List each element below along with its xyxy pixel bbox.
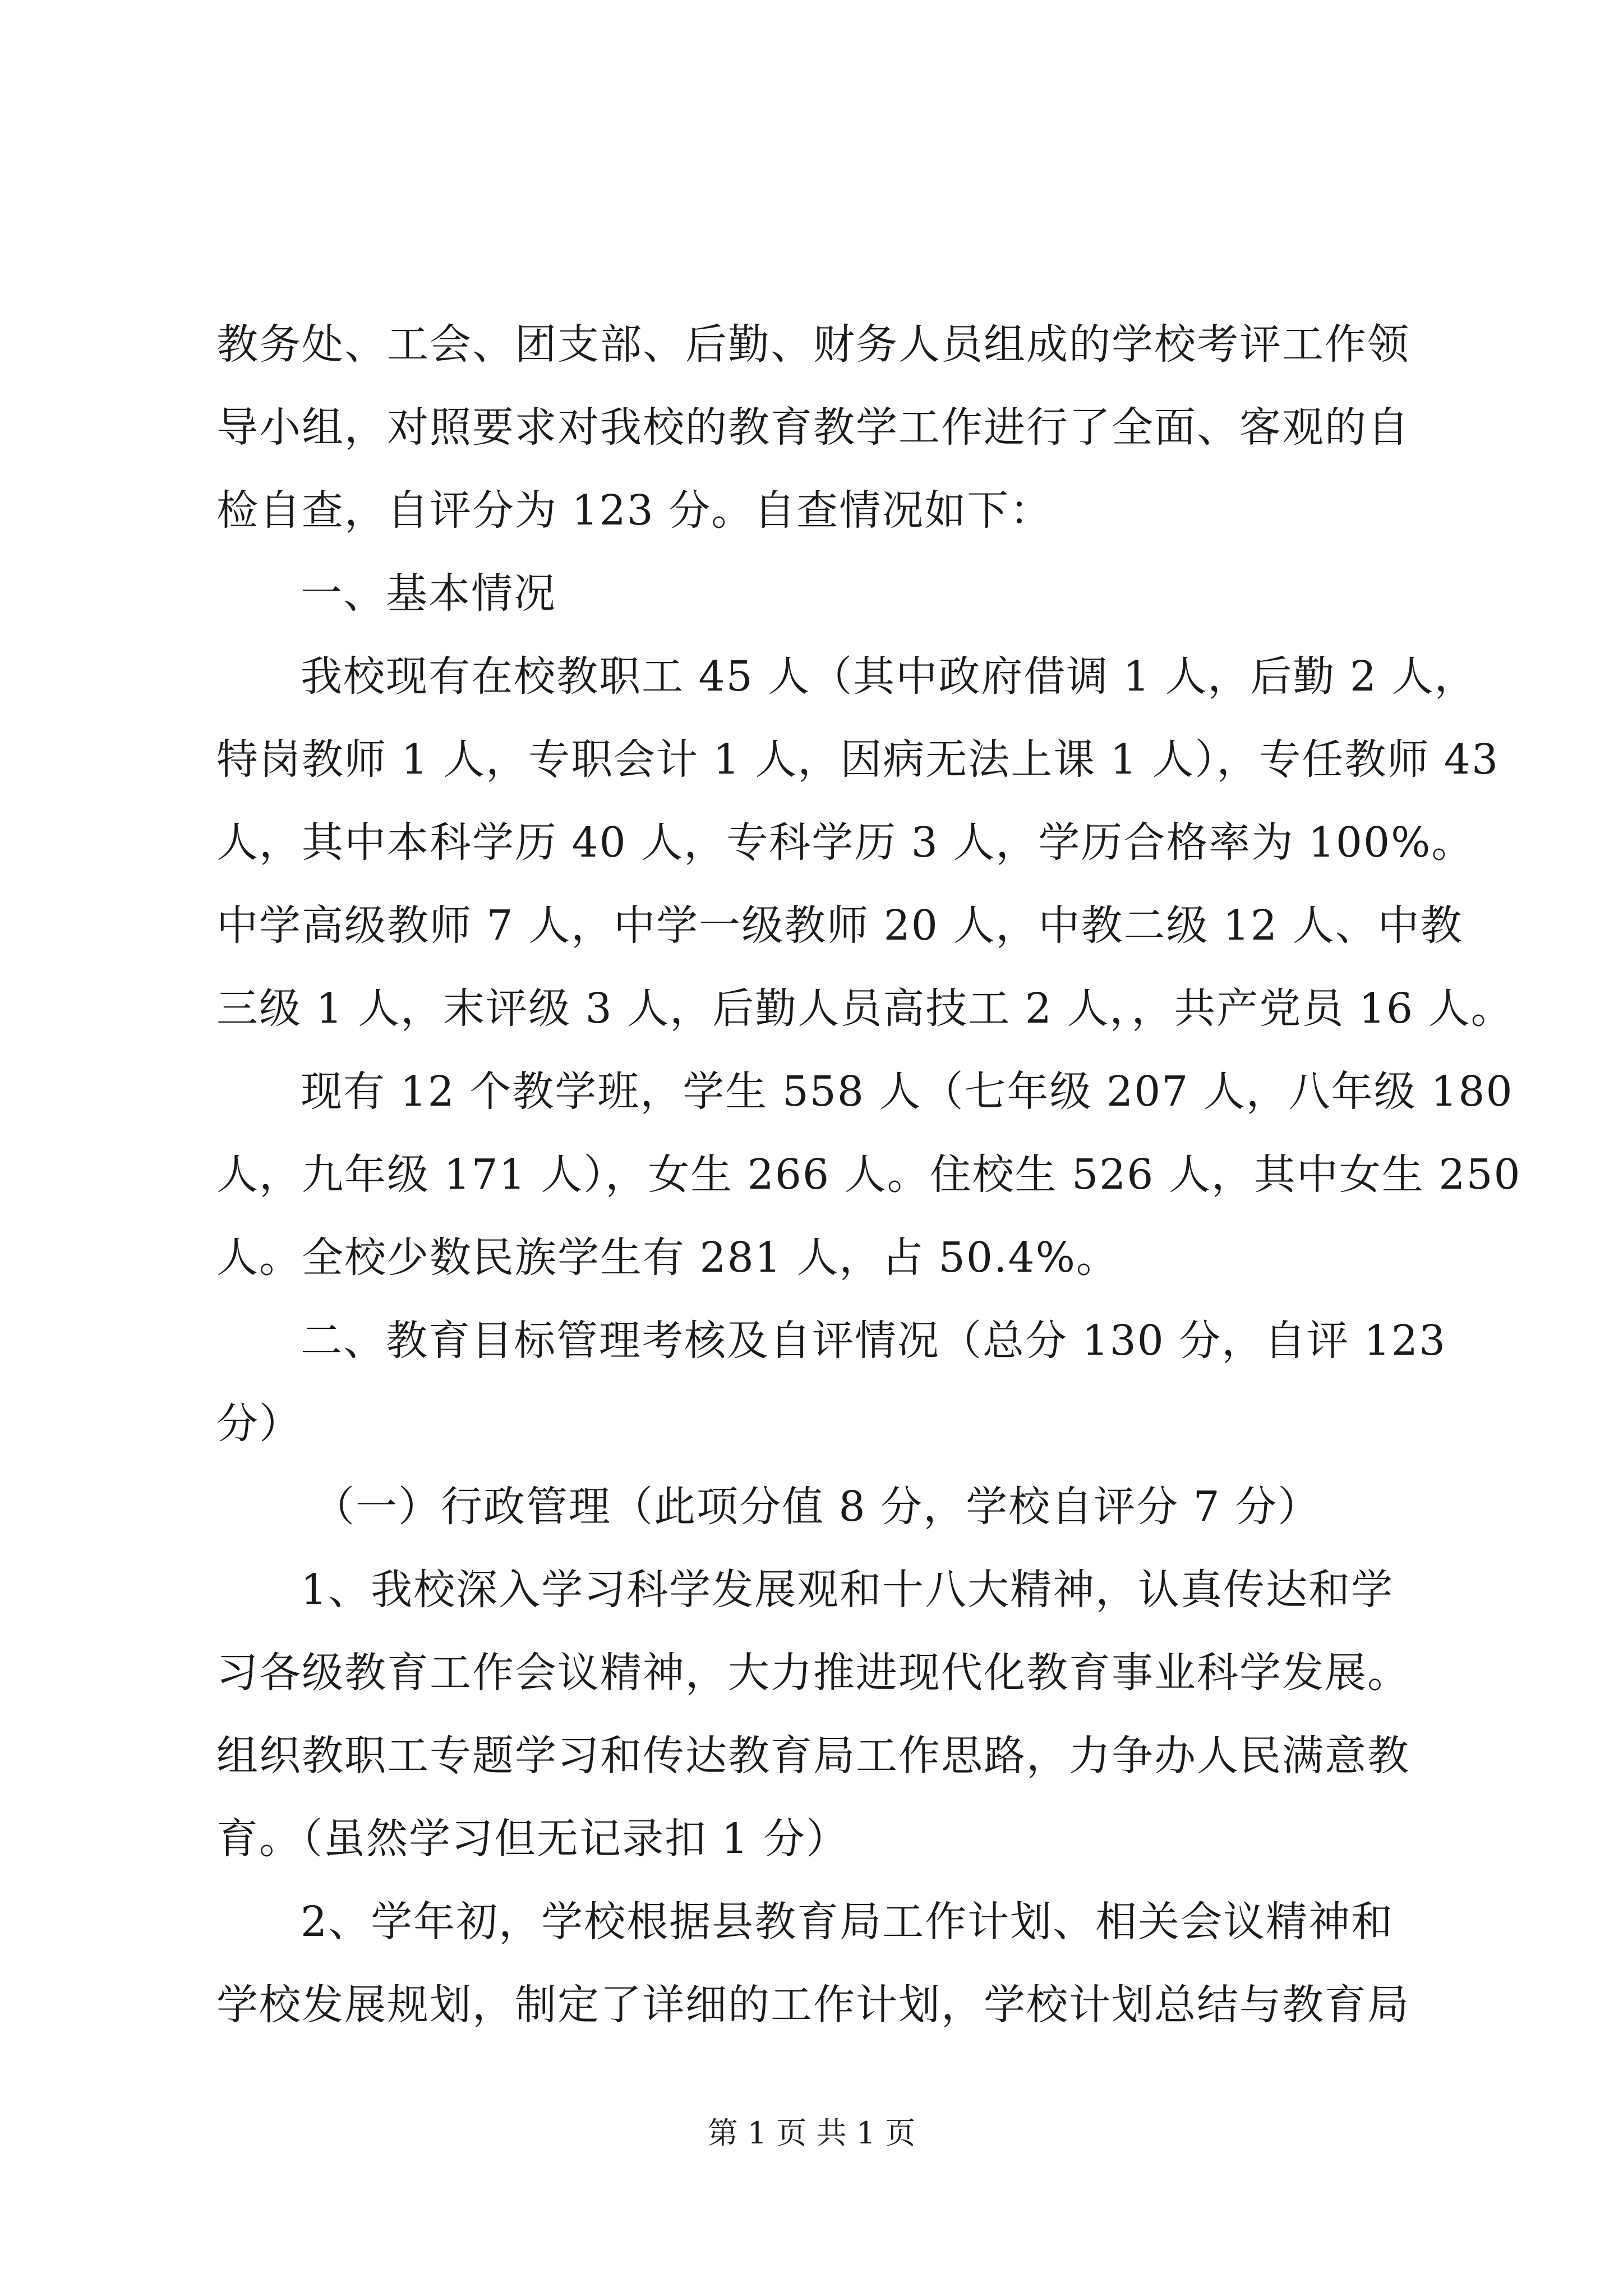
section-heading: 二、教育目标管理考核及自评情况（总分 130 分，自评 123 <box>301 1317 1447 1365</box>
body-line: 分） <box>216 1400 302 1448</box>
body-line: 教务处、工会、团支部、后勤、财务人员组成的学校考评工作领 <box>216 320 1410 369</box>
body-line: 人。全校少数民族学生有 281 人，占 50.4%。 <box>216 1234 1119 1282</box>
body-line: 1、我校深入学习科学发展观和十八大精神，认真传达和学 <box>301 1566 1394 1614</box>
body-line: 特岗教师 1 人，专职会计 1 人，因病无法上课 1 人），专任教师 43 <box>216 735 1500 784</box>
subsection-heading: （一）行政管理（此项分值 8 分，学校自评分 7 分） <box>313 1483 1321 1531</box>
body-line: 中学高级教师 7 人，中学一级教师 20 人，中教二级 12 人、中教 <box>216 901 1463 950</box>
body-line: 组织教职工专题学习和传达教育局工作思路，力争办人民满意教 <box>216 1732 1410 1780</box>
section-heading: 一、基本情况 <box>301 569 556 618</box>
body-line: 现有 12 个教学班，学生 558 人（七年级 207 人，八年级 180 <box>301 1068 1514 1116</box>
body-line: 习各级教育工作会议精神，大力推进现代化教育事业科学发展。 <box>216 1649 1410 1697</box>
body-line: 导小组，对照要求对我校的教育教学工作进行了全面、客观的自 <box>216 403 1410 452</box>
body-line: 育。（虽然学习但无记录扣 1 分） <box>216 1815 849 1863</box>
body-line: 检自查，自评分为 123 分。自查情况如下： <box>216 486 1053 535</box>
body-line: 人，九年级 171 人），女生 266 人。住校生 526 人，其中女生 250 <box>216 1151 1521 1199</box>
body-line: 三级 1 人，末评级 3 人，后勤人员高技工 2 人，，共产党员 16 人。 <box>216 984 1514 1033</box>
body-line: 学校发展规划，制定了详细的工作计划，学校计划总结与教育局 <box>216 1981 1410 2029</box>
body-line: 我校现有在校教职工 45 人（其中政府借调 1 人，后勤 2 人， <box>301 652 1477 701</box>
page-footer: 第 1 页 共 1 页 <box>707 2115 916 2151</box>
body-line: 2、学年初，学校根据县教育局工作计划、相关会议精神和 <box>301 1898 1394 1946</box>
document-body <box>216 303 1521 2046</box>
body-line: 人，其中本科学历 40 人，专科学历 3 人，学历合格率为 100%。 <box>216 818 1474 867</box>
